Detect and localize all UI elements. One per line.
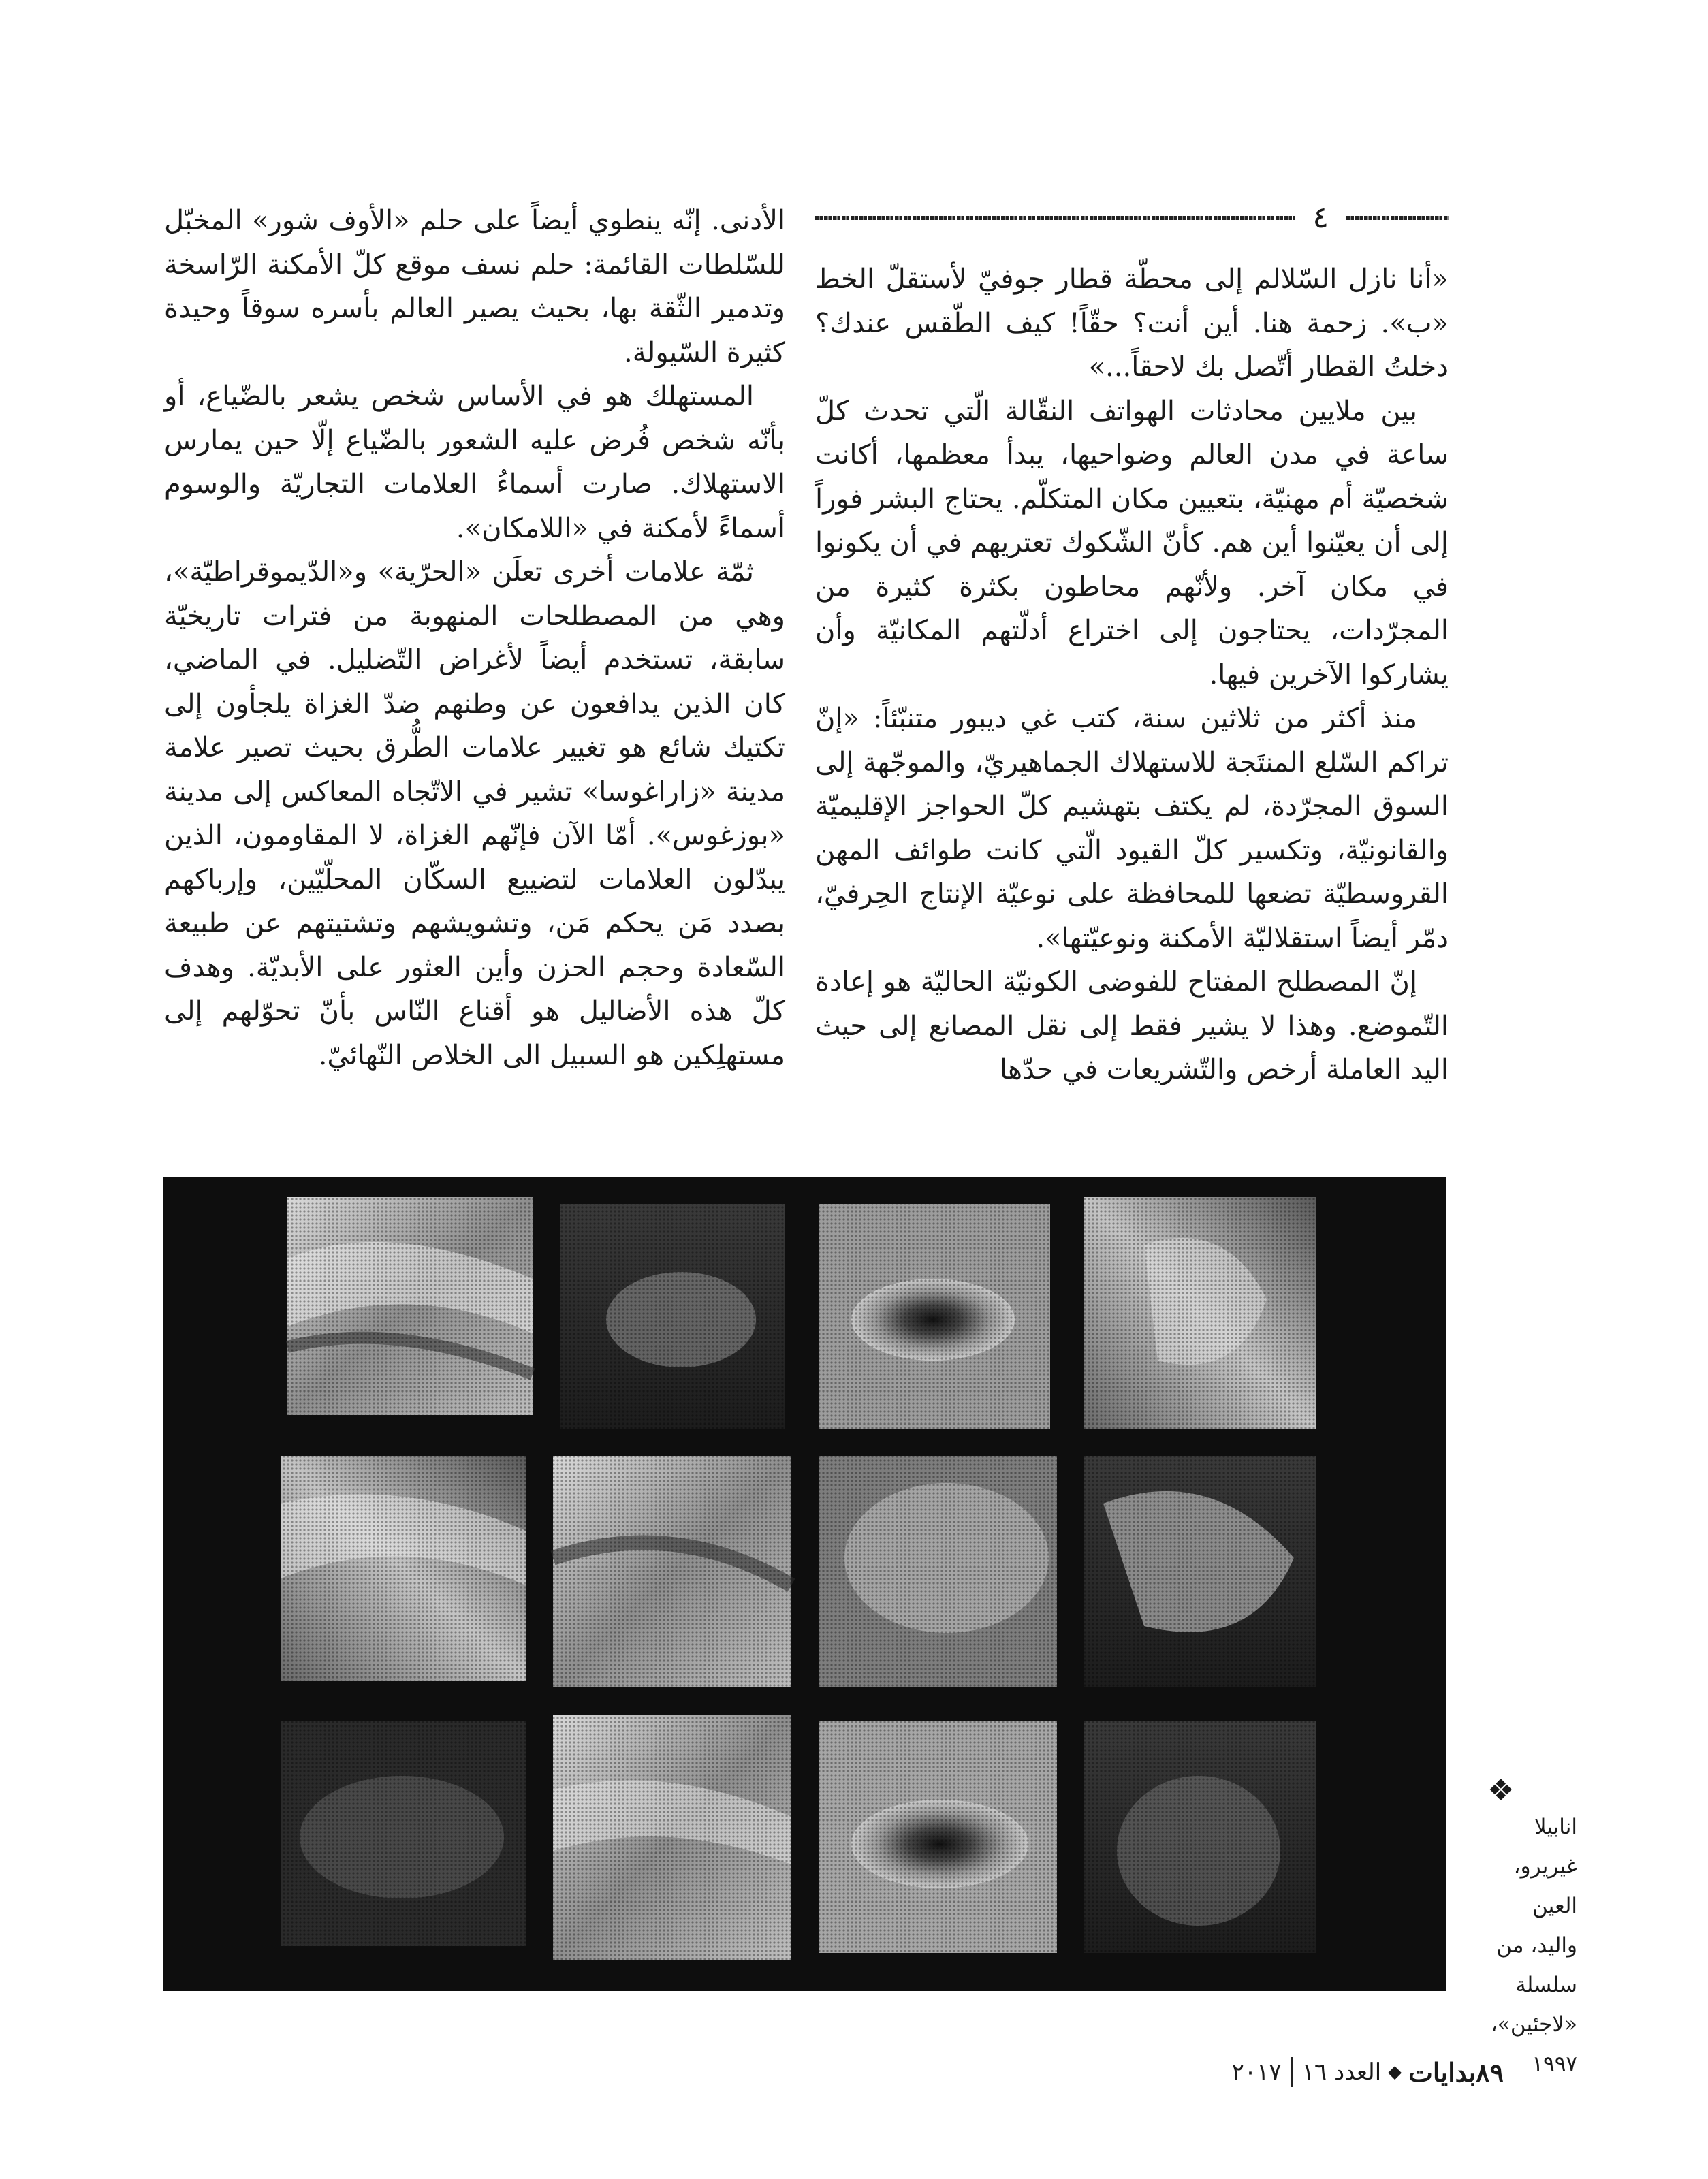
issue-number: العدد ١٦ [1301, 2058, 1382, 2086]
frame-r3c3 [819, 1721, 1057, 1953]
body-column-left [164, 199, 785, 1077]
caption-line: واليد، من سلسلة [1496, 1933, 1577, 1997]
frame-r2c3 [819, 1456, 1057, 1687]
page-number: ٨٩ [1476, 2056, 1504, 2088]
journal-name: بدايات [1408, 2056, 1476, 2088]
contact-sheet-photograph [163, 1177, 1446, 1991]
paragraph: منذ أكثر من ثلاثين سنة، كتب غي ديبور متنبّئاً: «إنّ تراكم السّلع المنتَجة للاستهلاك الجماهيريّ، والموجّهة إلى السوق المجرّدة، لم يكتف بتهشيم كلّ الحواجز الإقليميّة والقانونيّة، وتكسير كلّ القيود الّتي كانت طوائف المهن القروسطيّة تضعها للمحافظة على نوعيّة الإنتاج الحِرفيّ، دمّر أيضاً استقلاليّة الأمكنة ونوعيّتها». [815, 703, 1449, 954]
caption-line: «لاجئين»، ١٩٩٧ [1490, 2012, 1577, 2076]
frame-r1c3 [819, 1204, 1050, 1429]
paragraph: المستهلك هو في الأساس شخص يشعر بالضّياع، أو بأنّه شخص فُرض عليه الشعور بالضّياع إلّا حين يمارس الاستهلاك. صارت أسماءُ العلامات التجاريّة والوسوم أسماءً لأمكنة في «اللامكان». [164, 381, 785, 544]
body-column-right [815, 199, 1449, 1092]
paragraph: إنّ المصطلح المفتاح للفوضى الكونيّة الحاليّة هو إعادة التّموضع. وهذا لا يشير فقط إلى نقل المصانع إلى حيث اليد العاملة أرخص والتّشريعات في حدّها [815, 966, 1449, 1085]
paragraph: بين ملايين محادثات الهواتف النقّالة الّتي تحدث كلّ ساعة في مدن العالم وضواحيها، يبدأ معظمها، أكانت شخصيّة أم مهنيّة، بتعيين مكان المتكلّم. يحتاج البشر فوراً إلى أن يعيّنوا أين هم. كأنّ الشّكوك تعتريهم في أن يكونوا في مكان آخر. ولأنّهم محاطون بكثرة كثيرة من المجرّدات، يحتاجون إلى اختراع أدلّتهم المكانيّة وأن يشاركوا الآخرين فيها. [815, 395, 1449, 690]
frame-r2c2 [553, 1456, 791, 1687]
diamond-icon: ◆ [1388, 2062, 1402, 2082]
frame-r3c1 [281, 1721, 526, 1946]
frame-r1c1 [287, 1197, 533, 1415]
frame-r2c4 [1084, 1456, 1316, 1687]
page-footer [1185, 2052, 1525, 2093]
caption-ornament-icon: ❖ [1487, 1773, 1515, 1808]
paragraph: ثمّة علامات أخرى تعلَن «الحرّية» و«الدّيموقراطيّة»، وهي من المصطلحات المنهوبة من فترات تاريخيّة سابقة، تستخدم أيضاً لأغراض التّضليل. في الماضي، كان الذين يدافعون عن وطنهم ضدّ الغزاة يلجأون إلى تكتيك شائع هو تغيير علامات الطُّرق بحيث تصير علامة مدينة «زاراغوسا» تشير في الاتّجاه المعاكس إلى مدينة «بوزغوس». أمّا الآن فإنّهم الغزاة، لا المقاومون، الذين يبدّلون العلامات لتضييع السكّان المحلّيّين، وإرباكهم بصدد مَن يحكم مَن، وتشويشهم وتشتيتهم عن طبيعة السّعادة وحجم الحزن وأين العثور على الأبديّة. وهدف كلّ هذه الأضاليل هو أقناع النّاس بأنّ تحوّلهم إلى مستهلِكين هو السبيل الى الخلاص النّهائيّ. [164, 556, 785, 1071]
frame-r3c4 [1084, 1721, 1316, 1953]
frame-r3c2 [553, 1715, 791, 1960]
frame-r2c1 [281, 1456, 526, 1681]
frame-r1c2 [560, 1204, 785, 1429]
frame-r1c4 [1084, 1197, 1316, 1429]
figure-caption [1475, 1775, 1577, 2084]
section-number: ٤ [1312, 200, 1329, 235]
issue-year: ٢٠١٧ [1231, 2058, 1282, 2086]
caption-line: انابيلا غيريرو، العين [1513, 1815, 1577, 1918]
contact-sheet-image [163, 1177, 1446, 1991]
footer-divider [1291, 2057, 1293, 2087]
paragraph: «أنا نازل السّلالم إلى محطّة قطار جوفيّ لأستقلّ الخط «ب». زحمة هنا. أين أنت؟ حقّاً! كيف الطّقس عندك؟ دخلتُ القطار أتّصل بك لاحقاً...» [815, 264, 1449, 383]
paragraph: الأدنى. إنّه ينطوي أيضاً على حلم «الأوف شور» المخبّل للسّلطات القائمة: حلم نسف موقع كلّ الأمكنة الرّاسخة وتدمير الثّقة بها، بحيث يصير العالم بأسره سوقاً وحيدة كثيرة السّيولة. [164, 205, 785, 368]
